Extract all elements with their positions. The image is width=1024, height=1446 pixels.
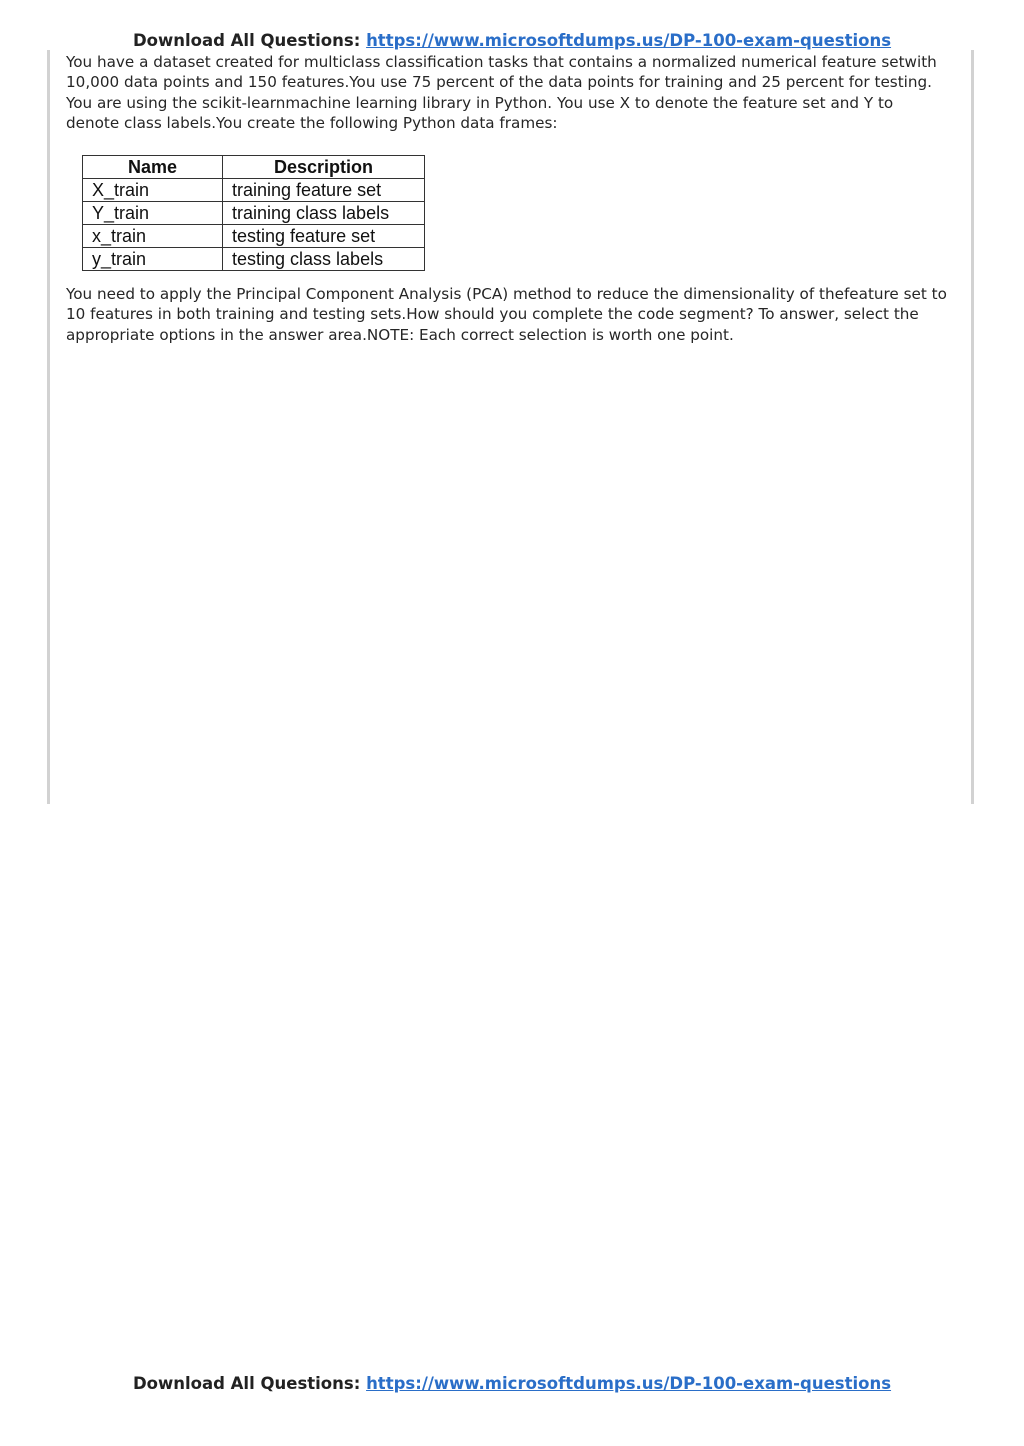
footer-banner — [0, 1374, 1024, 1393]
footer-label: Download All Questions: — [132, 1374, 361, 1393]
cell-description: testing class labels — [223, 248, 425, 271]
header-banner — [0, 31, 1024, 50]
right-margin-rule — [971, 50, 974, 804]
cell-name: Y_train — [83, 202, 223, 225]
header-download-link[interactable]: https://www.microsoftdumps.us/DP-100-exam-questions — [366, 31, 892, 50]
column-header-description: Description — [223, 156, 425, 179]
cell-name: x_train — [83, 225, 223, 248]
cell-name: X_train — [83, 179, 223, 202]
cell-description: training class labels — [223, 202, 425, 225]
column-header-name: Name — [83, 156, 223, 179]
table-row — [83, 202, 425, 225]
cell-description: training feature set — [223, 179, 425, 202]
footer-download-link[interactable]: https://www.microsoftdumps.us/DP-100-exam-questions — [366, 1374, 892, 1393]
question-task: You need to apply the Principal Component Analysis (PCA) method to reduce the dimensionality of thefeature set to 10 features in both training and testing sets.How should you complete the code segment? To answer, select the appropriate options in the answer area.NOTE: Each correct selection is worth one point. — [66, 285, 947, 344]
table-row — [83, 225, 425, 248]
table-header-row — [83, 156, 425, 179]
cell-description: testing feature set — [223, 225, 425, 248]
table-row — [83, 179, 425, 202]
question-intro: You have a dataset created for multiclass classification tasks that contains a normalized numerical feature setwith 10,000 data points and 150 features.You use 75 percent of the data points for training and 25 percent for testing. You are using the scikit-learnmachine learning library in Python. You use X to denote the feature set and Y to denote class labels.You create the following Python data frames: — [66, 53, 937, 132]
data-frames-table — [82, 155, 425, 271]
cell-name: y_train — [83, 248, 223, 271]
header-label: Download All Questions: — [132, 31, 361, 50]
left-margin-rule — [47, 50, 50, 804]
table-row — [83, 248, 425, 271]
